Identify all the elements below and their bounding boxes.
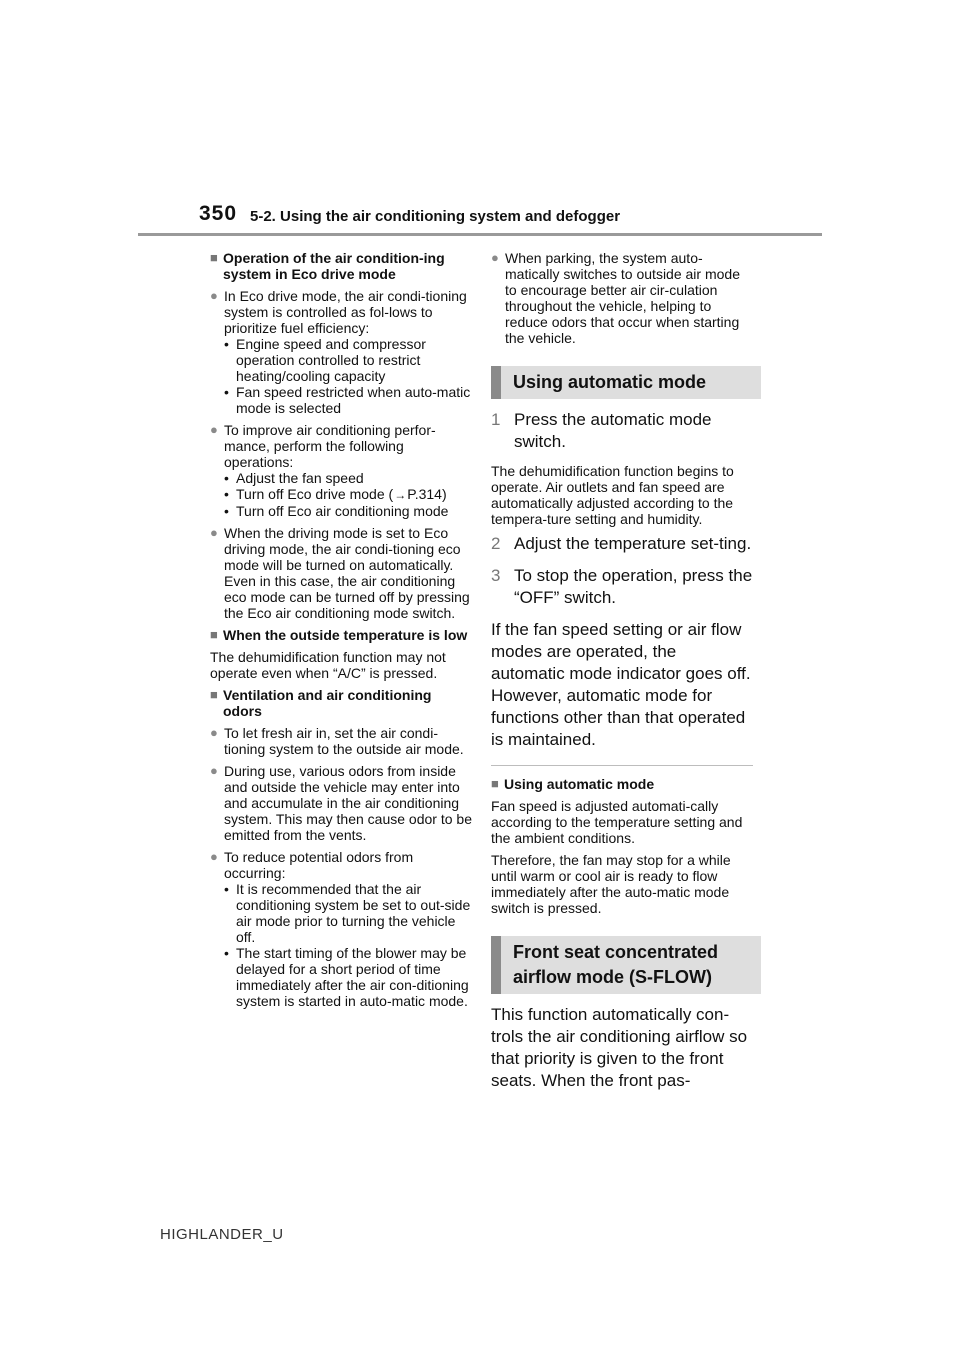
sub-list-item <box>224 486 472 503</box>
s-flow-heading: Front seat concentrated airflow mode (S-FLOW) <box>491 936 761 994</box>
sub-item-text: The start timing of the blower may be delayed for a short period of time immediately after the air con-ditioning system is started in auto-matic mode. <box>236 945 469 1009</box>
sub-list-item <box>224 503 472 519</box>
bullet-dot-icon: ● <box>210 288 218 303</box>
sub-item-text: Adjust the fan speed <box>236 470 364 486</box>
section-title: 5-2. Using the air conditioning system and defogger <box>250 208 621 225</box>
sub-item-text: Engine speed and compressor operation controlled to restrict heating/cooling capacity <box>236 336 426 384</box>
square-marker-icon: ■ <box>210 627 218 642</box>
sub-list-item <box>224 881 472 945</box>
ventilation-subheading <box>210 687 472 719</box>
page-number: 350 <box>199 202 238 225</box>
bullet-dot-icon: ● <box>210 763 218 778</box>
step-number: 1 <box>491 410 501 429</box>
sub-dot-icon: • <box>224 503 229 519</box>
square-marker-icon: ■ <box>210 250 218 265</box>
list-item <box>210 422 472 519</box>
sub-dot-icon: • <box>224 945 229 961</box>
step-text: To stop the operation, press the “OFF” switch. <box>514 566 753 607</box>
sub-list-item <box>224 945 472 1009</box>
left-column <box>210 250 472 1015</box>
eco-mode-subheading <box>210 250 472 282</box>
step-item <box>491 533 753 555</box>
sub-dot-icon: • <box>224 486 229 502</box>
automatic-mode-text-1: Fan speed is adjusted automati-cally according to the temperature setting and the ambient conditions. <box>491 798 743 846</box>
list-item <box>210 288 472 416</box>
eco-mode-title: Operation of the air condition-ing system in Eco drive mode <box>223 250 445 282</box>
bullet-text: To let fresh air in, set the air condi-tioning system to the outside air mode. <box>224 725 464 757</box>
s-flow-paragraph: This function automatically con-trols the air conditioning airflow so that priority is given to the front seats. When the front pas- <box>491 1005 748 1090</box>
divider <box>491 765 753 766</box>
bullet-text: During use, various odors from inside and outside the vehicle may enter into and accumulate in the air conditioning system. This may then cause odor to be emitted from the vents. <box>224 763 472 843</box>
step-text: Press the automatic mode switch. <box>514 410 712 451</box>
right-column <box>491 250 753 1106</box>
bullet-dot-icon: ● <box>210 849 218 864</box>
sub-dot-icon: • <box>224 881 229 897</box>
automatic-mode-sub-title: Using automatic mode <box>504 776 655 792</box>
automatic-mode-text-2: Therefore, the fan may stop for a while until warm or cool air is ready to flow immediately after the auto-matic mode switch is pressed. <box>491 852 731 916</box>
list-item <box>210 763 472 843</box>
low-temp-title: When the outside temperature is low <box>223 627 468 643</box>
ventilation-title: Ventilation and air conditioning odors <box>223 687 432 719</box>
automatic-mode-heading: Using automatic mode <box>491 366 761 399</box>
list-item <box>210 849 472 1009</box>
page-ref-arrow-icon: → <box>394 488 407 502</box>
bullet-text: In Eco drive mode, the air condi-tioning system is controlled as fol-lows to prioritize fuel efficiency: <box>224 288 467 336</box>
step-number: 2 <box>491 534 501 553</box>
sub-dot-icon: • <box>224 470 229 486</box>
sub-item-text: It is recommended that the air conditioning system be set to out-side air mode prior to turning the vehicle off. <box>236 881 471 945</box>
step-number: 3 <box>491 566 501 585</box>
sub-item-text: Turn off Eco air conditioning mode <box>236 503 449 519</box>
automatic-mode-subheading <box>491 776 753 792</box>
list-item <box>210 725 472 757</box>
bullet-text: To improve air conditioning perfor-mance, perform the following operations: <box>224 422 436 470</box>
sub-list-item <box>224 384 472 416</box>
list-item <box>210 525 472 621</box>
sub-dot-icon: • <box>224 336 229 352</box>
step-text: Adjust the temperature set-ting. <box>514 534 752 553</box>
sub-item-text: Turn off Eco drive mode ( <box>236 486 394 502</box>
bullet-text: When parking, the system auto-matically switches to outside air mode to encourage better air cir-culation throughout the vehicle, helping to reduce odors that occur when starting the vehicle. <box>505 250 740 346</box>
square-marker-icon: ■ <box>491 776 499 791</box>
square-marker-icon: ■ <box>210 687 218 702</box>
footer-model-label: HIGHLANDER_U <box>160 1226 284 1243</box>
bullet-dot-icon: ● <box>210 525 218 540</box>
sub-dot-icon: • <box>224 384 229 400</box>
page-reference-link[interactable]: P.314) <box>407 486 447 502</box>
sub-list-item <box>224 470 472 486</box>
bullet-text: When the driving mode is set to Eco driving mode, the air condi-tioning eco mode will be turned on automatically. Even in this case, the air conditioning eco mode can be turned off by pressing the Eco air conditioning mode switch. <box>224 525 470 621</box>
low-temp-subheading <box>210 627 472 643</box>
sub-list-item <box>224 336 472 384</box>
step-item <box>491 565 753 609</box>
step-item <box>491 409 753 453</box>
bullet-dot-icon: ● <box>491 250 499 265</box>
dehumidification-text: The dehumidification function begins to operate. Air outlets and fan speed are automatically adjusted according to the tempera-ture setting and humidity. <box>491 463 734 527</box>
fan-speed-paragraph: If the fan speed setting or air flow modes are operated, the automatic mode indicator goes off. However, automatic mode for functions other than that operated is maintained. <box>491 620 751 749</box>
bullet-dot-icon: ● <box>210 422 218 437</box>
low-temp-text: The dehumidification function may not operate even when “A/C” is pressed. <box>210 649 446 681</box>
bullet-dot-icon: ● <box>210 725 218 740</box>
sub-item-text: Fan speed restricted when auto-matic mode is selected <box>236 384 471 416</box>
bullet-text: To reduce potential odors from occurring: <box>224 849 414 881</box>
list-item <box>491 250 753 346</box>
header-rule <box>138 233 822 236</box>
